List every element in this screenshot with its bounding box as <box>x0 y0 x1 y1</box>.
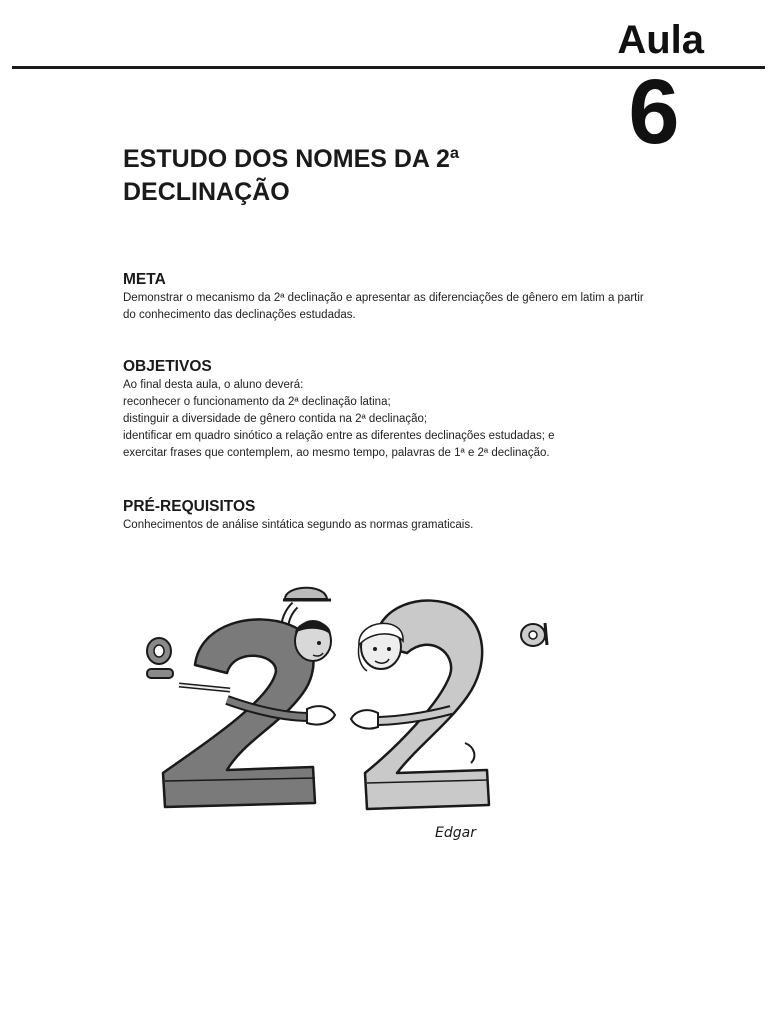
page-title <box>123 143 583 209</box>
declension-illustration <box>135 575 565 850</box>
objetivos-line: identificar em quadro sinótico a relação entre as diferentes declinações estudadas; e <box>123 430 555 442</box>
objetivos-line: Ao final desta aula, o aluno deverá: <box>123 379 304 391</box>
prerequisitos-heading: PRÉ-REQUISITOS <box>123 498 256 515</box>
title-line-2: DECLINAÇÃO <box>123 178 290 206</box>
aula-number: 6 <box>628 61 680 163</box>
objetivos-line: distinguir a diversidade de gênero contida na 2ª declinação; <box>123 413 428 425</box>
objetivos-section <box>123 357 723 462</box>
meta-heading: META <box>123 271 166 288</box>
objetivos-line: exercitar frases que contemplem, ao mesmo tempo, palavras de 1ª e 2ª declinação. <box>123 447 550 459</box>
meta-text <box>123 290 723 324</box>
male-two-figure <box>163 588 335 807</box>
meta-section <box>123 270 723 324</box>
aula-label: Aula <box>617 18 704 62</box>
ordinal-a-icon <box>521 623 547 646</box>
objetivos-line: reconhecer o funcionamento da 2ª declinação latina; <box>123 396 391 408</box>
artist-signature: Edgar <box>435 825 476 841</box>
female-two-figure <box>351 601 489 809</box>
objetivos-heading: OBJETIVOS <box>123 358 212 375</box>
objetivos-text <box>123 377 723 462</box>
ordinal-o-icon <box>147 638 173 678</box>
meta-line: do conhecimento das declinações estudadas. <box>123 309 356 321</box>
meta-line: Demonstrar o mecanismo da 2ª declinação e apresentar as diferenciações de gênero em latim a partir <box>123 292 644 304</box>
prerequisitos-section <box>123 497 723 534</box>
title-line-1: ESTUDO DOS NOMES DA 2ª <box>123 145 460 173</box>
prerequisitos-line: Conhecimentos de análise sintática segundo as normas gramaticais. <box>123 519 474 531</box>
prerequisitos-text <box>123 517 723 534</box>
